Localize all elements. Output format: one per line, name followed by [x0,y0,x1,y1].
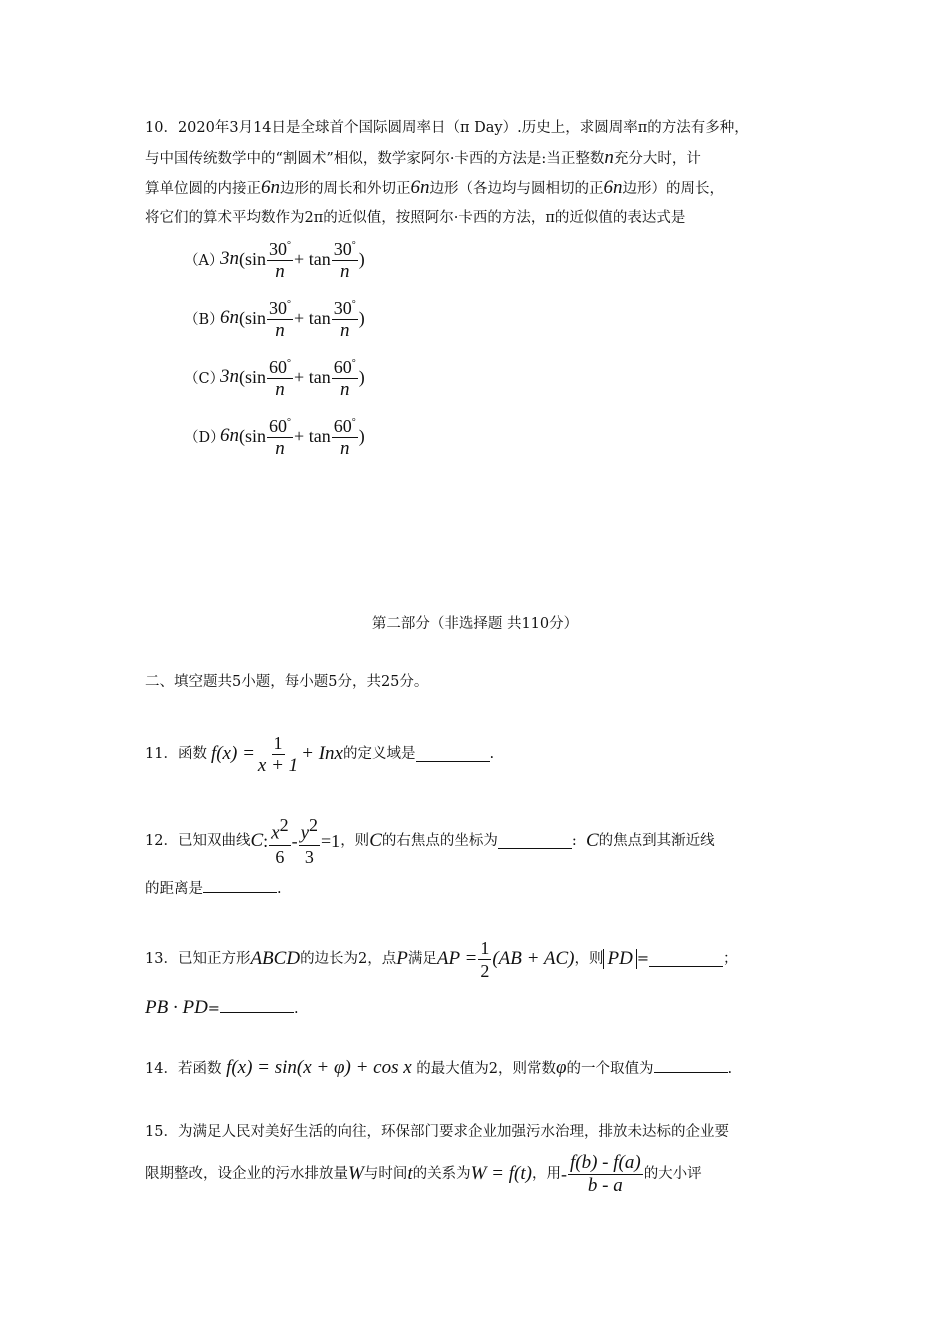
fraction: $\frac{60^\circ}{n}$ [267,413,293,459]
fraction: $\frac{x^2}{6}$ [271,815,289,867]
fraction: $\frac{1}{x + 1}$ [257,732,299,776]
q12: 12．已知双曲线 C : $\frac{x^2}{6}$ - $\frac{y^2}{3}$ =1 ，则 C 的右焦点的坐标为 : C 的焦点到其渐近线 [145,815,715,867]
var-n: n [604,147,614,168]
q10-line-4: 将它们的算术平均数作为2π的近似值，按照阿尔·卡西的方法，π的近似值的表达式是 [145,210,686,226]
option-c: （C） 3n ( sin $\frac{60^\circ}{n}$ + tan $\frac{60^\circ}{n}$ ) [184,354,365,400]
fraction: $\frac{60^\circ}{n}$ [332,354,358,400]
q10-line-3: 算单位圆的内接正6n边形的周长和外切正6n边形（各边均与圆相切的正6n边形）的周长， [145,177,724,198]
answer-blank[interactable] [203,878,277,893]
q14: 14．若函数 f(x) = sin(x + φ) + cos x 的最大值为2，则常数φ的一个取值为 . [145,1057,733,1078]
q15-line-2: 限期整改，设企业的污水排放量 W 与时间 t 的关系为 W = f(t) ，用 - $\frac{f(b) - f(a)}{b - a}$ 的大小评 [145,1151,702,1196]
fraction: $\frac{y^2}{3}$ [300,815,319,867]
fraction: $\frac{30^\circ}{n}$ [267,295,293,341]
section2-heading: 二、填空题共5小题，每小题5分，共25分。 [145,674,429,690]
answer-blank[interactable] [654,1058,728,1073]
q12-line-2: 的距离是 . [145,878,282,899]
answer-blank[interactable] [416,747,490,762]
fraction: $\frac{30^\circ}{n}$ [332,236,358,282]
q10-line-1 [145,118,749,138]
q13: 13．已知正方形 ABCD 的边长为2，点 P 满足 AP = $\frac{1}{2}$ (AB + AC) ，则 PD = ； [145,937,738,981]
answer-blank[interactable] [220,998,294,1013]
fraction: $\frac{60^\circ}{n}$ [332,413,358,459]
q10-text: 10．2020年3月14日是全球首个国际圆周率日（π Day）.历史上，求圆周率π的方法有多种， [145,120,749,136]
fraction: $\frac{1}{2}$ [480,937,490,981]
part2-title: 第二部分（非选择题 共110分） [371,616,579,632]
q11: 11．函数 f(x) = $\frac{1}{x + 1}$ + Inx 的定义域是 . [145,732,495,776]
q15-line-1: 15．为满足人民对美好生活的向往，环保部门要求企业加强污水治理，排放未达标的企业要 [145,1124,729,1140]
answer-blank[interactable] [649,952,723,967]
fraction: $\frac{30^\circ}{n}$ [332,295,358,341]
q13-line-2: PB · PD= . [145,997,299,1018]
option-a: （A） 3n ( sin $\frac{30^\circ}{n}$ + tan $\frac{30^\circ}{n}$ ) [184,236,365,282]
fraction: $\frac{f(b) - f(a)}{b - a}$ [569,1151,641,1196]
option-b: （B） 6n ( sin $\frac{30^\circ}{n}$ + tan $\frac{30^\circ}{n}$ ) [184,295,365,341]
fraction: $\frac{30^\circ}{n}$ [267,236,293,282]
option-d: （D） 6n ( sin $\frac{60^\circ}{n}$ + tan $\frac{60^\circ}{n}$ ) [184,413,365,459]
q10-line-2: 与中国传统数学中的“割圆术”相似，数学家阿尔·卡西的方法是:当正整数n充分大时，计 [145,147,701,168]
answer-blank[interactable] [498,834,572,849]
fraction: $\frac{60^\circ}{n}$ [267,354,293,400]
